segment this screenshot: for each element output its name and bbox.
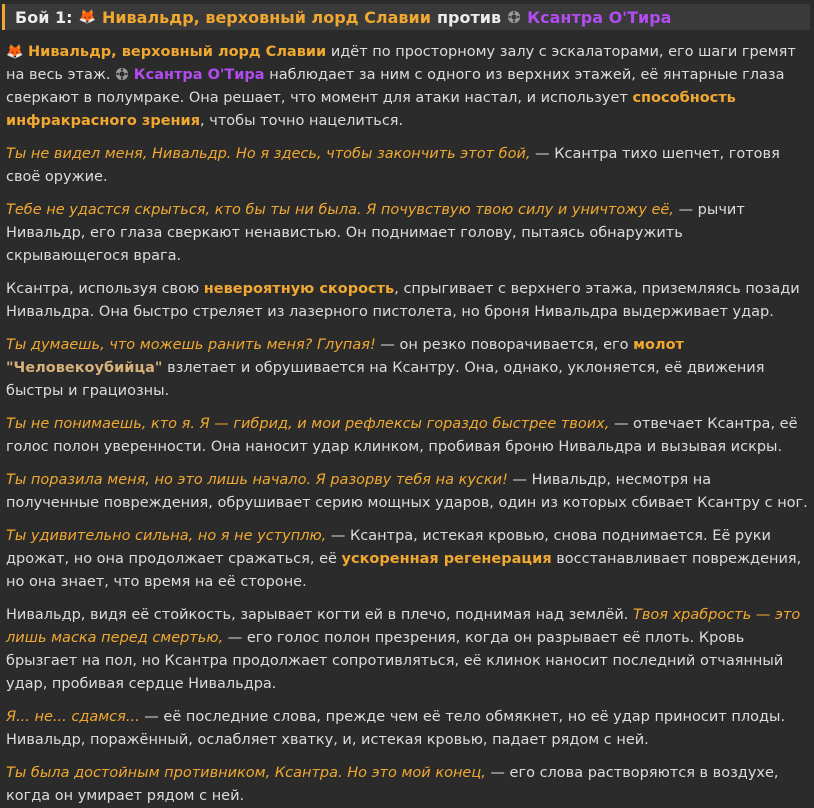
narrative-text: — его голос полон презрения, когда он разрывает её плоть. Кровь брызгает на пол, но Ксантра продолжает сопротивляться, её клинок наносит последний отчаянный удар, пробивая сердце Нивальдра. xyxy=(6,630,784,692)
dialogue-quote: Ты думаешь, что можешь ранить меня? Глупая! xyxy=(6,337,376,353)
narrative-text: — он резко поворачивается, его xyxy=(375,337,634,353)
paragraph-10 xyxy=(6,706,808,752)
versus-label: против xyxy=(436,7,502,27)
ability-name: способность инфракрасного зрения xyxy=(6,90,736,129)
fighter2-name: Ксантра О'Тира xyxy=(133,67,265,83)
narrative-text: , спрыгивает с верхнего этажа, приземляясь позади Нивальдра. Она быстро стреляет из лазерного пистолета, но броня Нивальдра выдерживает удар. xyxy=(6,281,800,320)
narrative-text: — его слова растворяются в воздухе, когда он умирает рядом с ней. xyxy=(6,765,779,804)
fox-icon: 🦊 xyxy=(78,8,96,25)
battle-header xyxy=(2,4,810,30)
paragraph-8 xyxy=(6,525,808,594)
weapon-title: "Человекоубийца" xyxy=(6,360,163,376)
narrative-text: Нивальдр, видя её стойкость, зарывает когти ей в плечо, поднимая над землёй. xyxy=(6,607,633,623)
gear-icon xyxy=(115,67,129,81)
dialogue-quote: Ты не понимаешь, кто я. Я — гибрид, и мои рефлексы гораздо быстрее твоих, xyxy=(6,416,610,432)
paragraph-2 xyxy=(6,143,808,189)
narrative-text: восстанавливает повреждения, но она знает, что время на её стороне. xyxy=(6,551,802,590)
paragraph-1 xyxy=(6,41,808,133)
paragraph-4 xyxy=(6,278,808,324)
fighter1-name: Нивальдр, верховный лорд Славии xyxy=(101,7,431,27)
dialogue-quote: Тебе не удастся скрыться, кто бы ты ни была. Я почувствую твою силу и уничтожу её, xyxy=(6,202,674,218)
narrative-text: — рычит Нивальдр, его глаза сверкают ненавистью. Он поднимает голову, пытаясь обнаружить скрывающегося врага. xyxy=(6,202,745,264)
narrative-text: , чтобы точно нацелиться. xyxy=(200,113,404,129)
narrative-text: взлетает и обрушивается на Ксантру. Она, однако, уклоняется, её движения быстры и грациозны. xyxy=(6,360,765,399)
dialogue-quote: Твоя храбрость — это лишь маска перед смертью, xyxy=(6,607,801,646)
paragraph-3 xyxy=(6,199,808,268)
dialogue-quote: Ты не видел меня, Нивальдр. Но я здесь, чтобы закончить этот бой, xyxy=(6,146,531,162)
ability-name: ускоренная регенерация xyxy=(341,551,552,567)
battle-number: Бой 1: xyxy=(15,7,73,27)
narrative-text: — Ксантра, истекая кровью, снова поднимается. Её руки дрожат, но она продолжает сражаться, её xyxy=(6,528,771,567)
paragraph-9 xyxy=(6,604,808,696)
paragraph-5 xyxy=(6,334,808,403)
narrative-text: — отвечает Ксантра, её голос полон уверенности. Она наносит удар клинком, пробивая броню Нивальдра и вызывая искры. xyxy=(6,416,798,455)
narrative-text: — её последние слова, прежде чем её тело обмякнет, но её удар приносит плоды. Нивальдр, поражённый, ослабляет хватку, и, истекая кровью, падает рядом с ней. xyxy=(6,709,786,748)
narrative-text: наблюдает за ним с одного из верхних этажей, её янтарные глаза сверкают в полумраке. Она решает, что момент для атаки настал, и использует xyxy=(6,67,785,106)
battle-narrative xyxy=(0,30,814,808)
gear-icon xyxy=(507,10,521,24)
fox-icon: 🦊 xyxy=(6,44,24,60)
fighter1-name: Нивальдр, верховный лорд Славии xyxy=(28,44,327,60)
dialogue-quote: Ты была достойным противником, Ксантра. Но это мой конец, xyxy=(6,765,486,781)
ability-name: невероятную скорость xyxy=(203,281,395,297)
paragraph-6 xyxy=(6,413,808,459)
fighter2-name: Ксантра О'Тира xyxy=(527,7,672,27)
narrative-text: — Ксантра тихо шепчет, готовя своё оружие. xyxy=(6,146,780,185)
dialogue-quote: Я... не... сдамся... xyxy=(6,709,140,725)
paragraph-11 xyxy=(6,762,808,808)
narrative-text: — Нивальдр, несмотря на полученные повреждения, обрушивает серию мощных ударов, один из которых сбивает Ксантру с ног. xyxy=(6,472,808,511)
paragraph-7 xyxy=(6,469,808,515)
narrative-text: Ксантра, используя свою xyxy=(6,281,204,297)
dialogue-quote: Ты удивительно сильна, но я не уступлю, xyxy=(6,528,327,544)
narrative-text: идёт по просторному залу с эскалаторами, его шаги гремят на весь этаж. xyxy=(6,44,796,83)
dialogue-quote: Ты поразила меня, но это лишь начало. Я разорву тебя на куски! xyxy=(6,472,508,488)
weapon-name: молот xyxy=(633,337,684,353)
